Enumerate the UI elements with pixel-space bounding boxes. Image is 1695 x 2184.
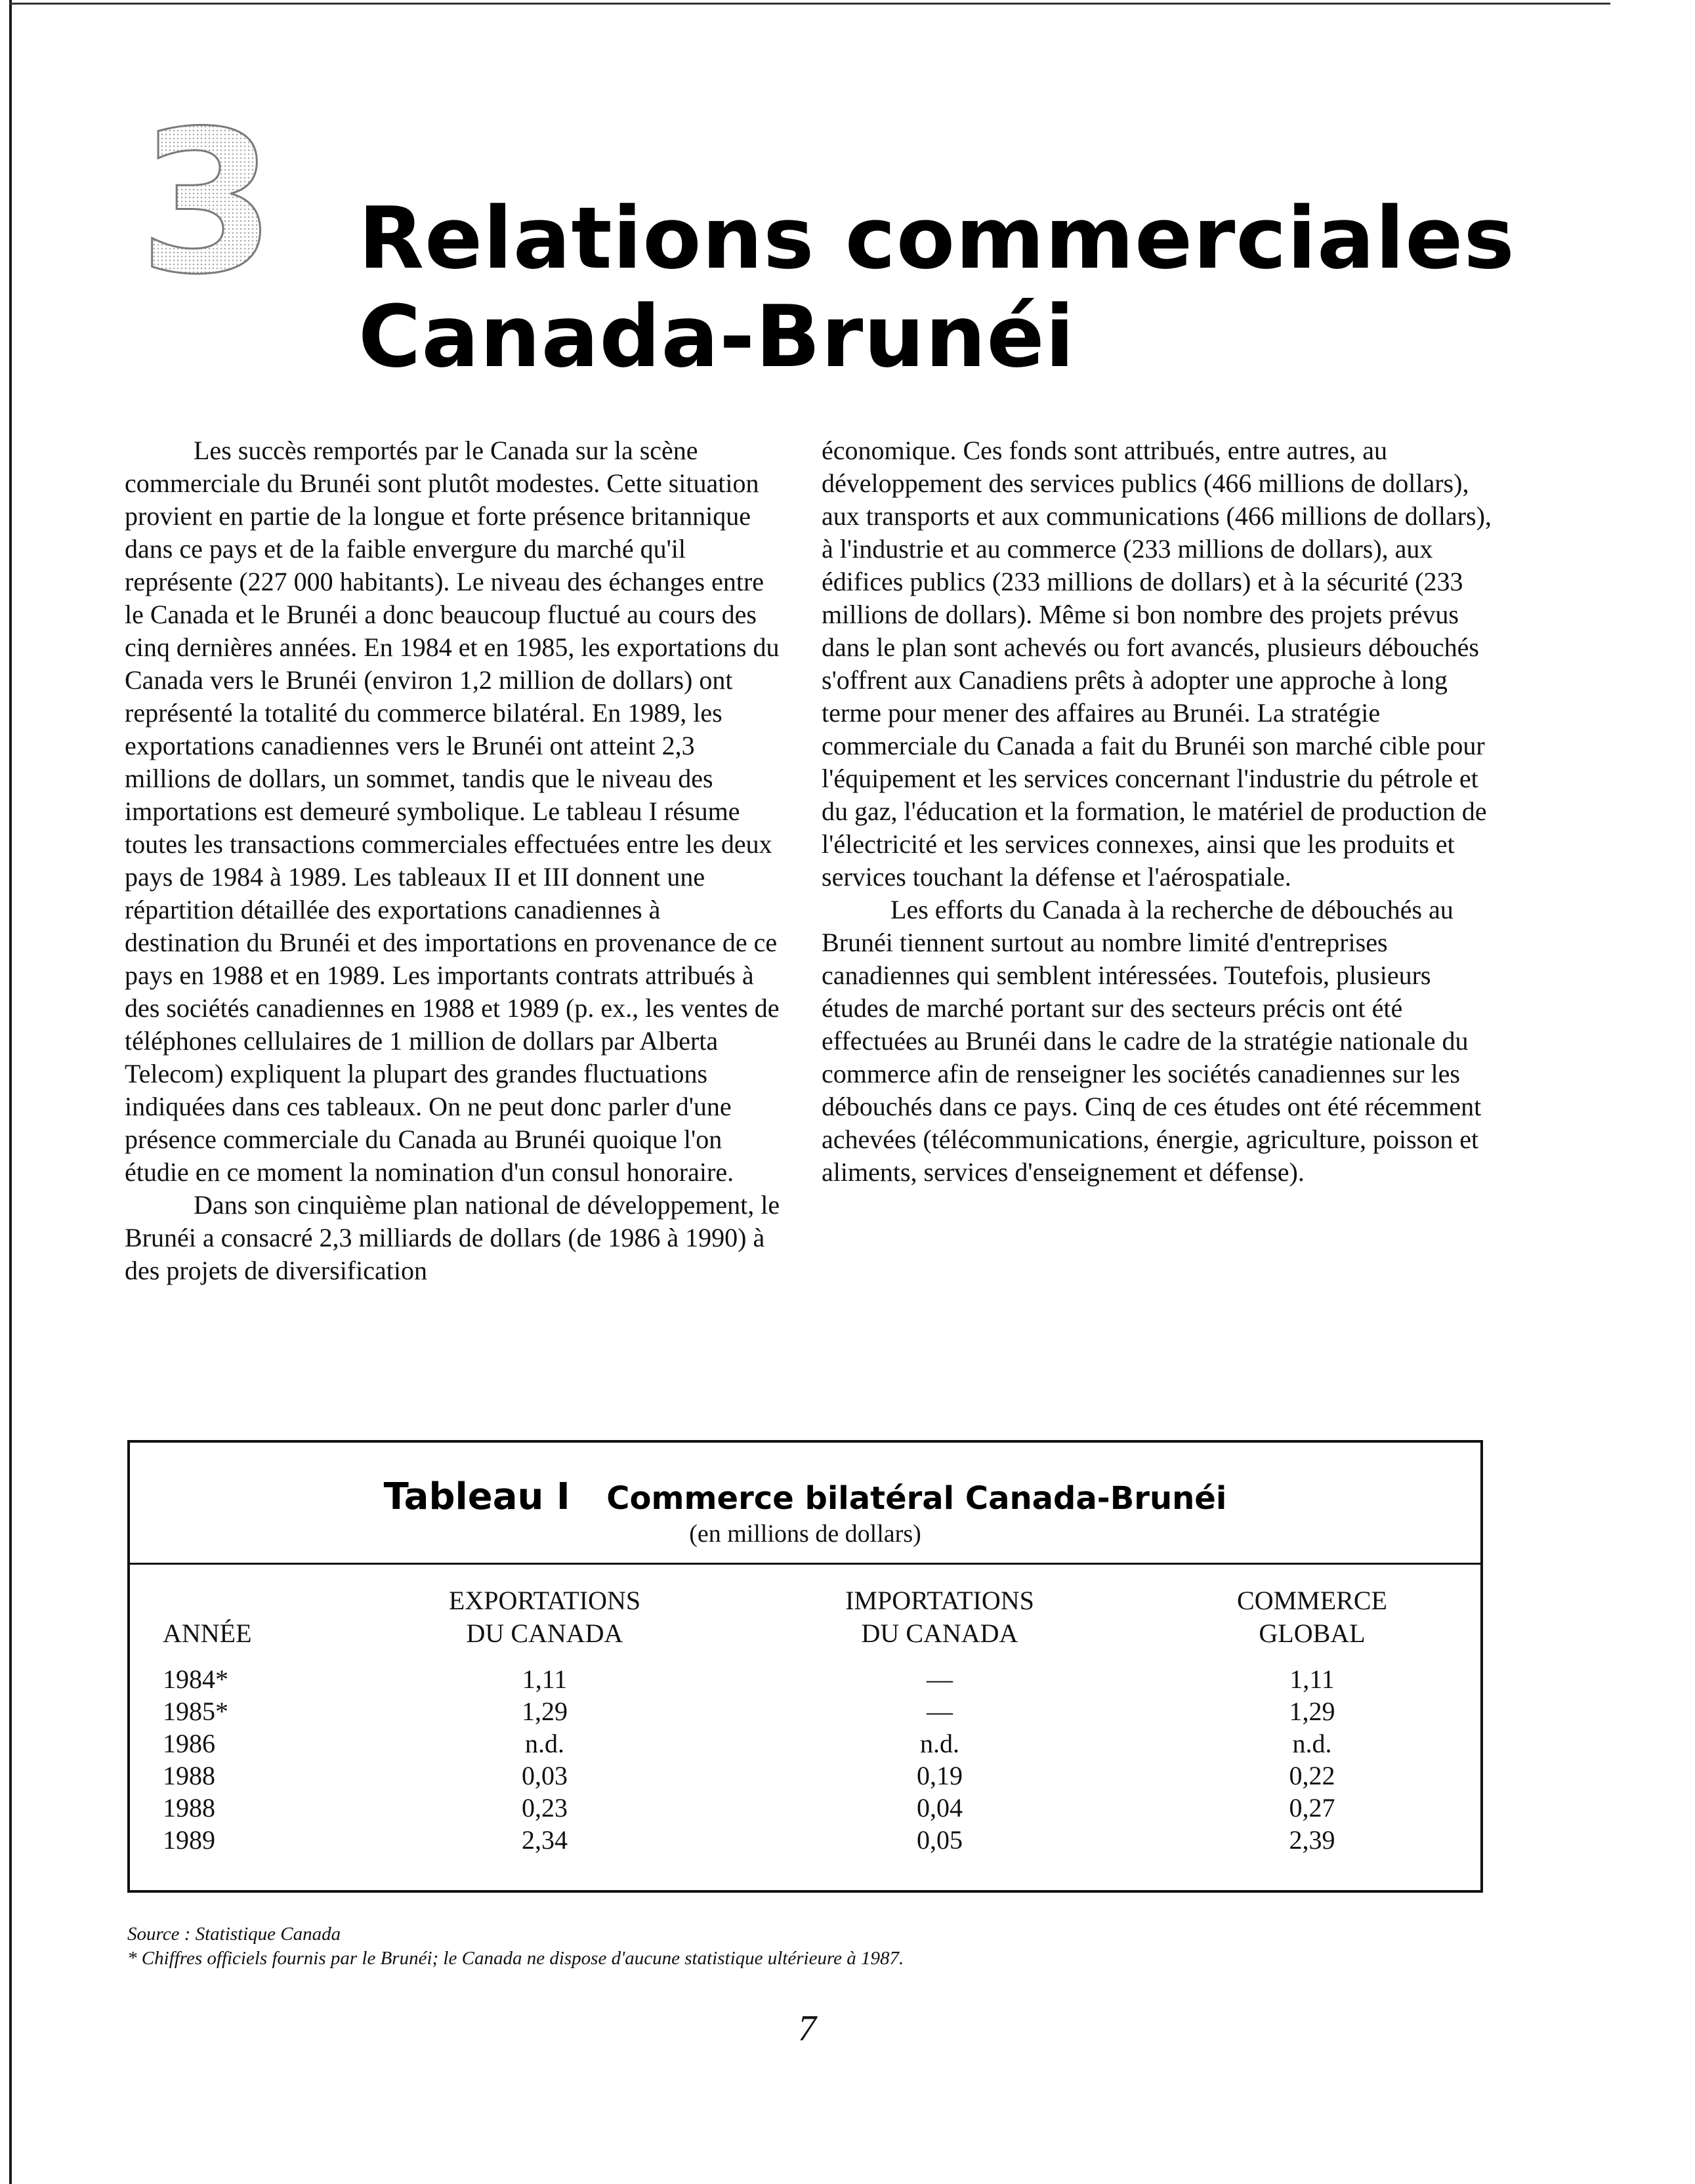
table-caption: Commerce bilatéral Canada-Brunéi [606, 1480, 1227, 1517]
cell-imports: — [927, 1697, 953, 1726]
cell-total: 0,22 [1289, 1761, 1335, 1790]
chapter-title [358, 189, 1605, 386]
page-number: 7 [798, 2008, 816, 2049]
cell-total: 2,39 [1289, 1825, 1335, 1855]
cell-total: 0,27 [1289, 1793, 1335, 1823]
cell-exports: n.d. [525, 1729, 564, 1758]
chapter-title-line-2: Canada-Brunéi [358, 287, 1076, 386]
cell-imports: 0,04 [917, 1793, 963, 1823]
cell-exports: 0,23 [522, 1793, 568, 1823]
page-edge-top [9, 3, 1610, 5]
cell-imports: — [927, 1664, 953, 1694]
cell-year: 1988 [163, 1761, 215, 1790]
cell-exports: 2,34 [522, 1825, 568, 1855]
cell-year: 1988 [163, 1793, 215, 1823]
cell-total: n.d. [1292, 1729, 1332, 1758]
table-row [130, 1824, 1480, 1856]
footnote-note: * Chiffres officiels fournis par le Brunéi; le Canada ne dispose d'aucune statistique ultérieure à 1987. [127, 1948, 904, 1969]
cell-year: 1985* [163, 1697, 228, 1726]
cell-imports: 0,05 [917, 1825, 963, 1855]
table-row [130, 1760, 1480, 1792]
body-paragraph: Les succès remportés par le Canada sur la scène commerciale du Brunéi sont plutôt modestes. Cette situation provient en partie de la longue et forte présence britannique dans ce pays et de la faible envergure du marché qu'il représente (227 000 habitants). Le niveau des échanges entre le Canada et le Brunéi a donc beaucoup fluctué au cours des cinq dernières années. En 1984 et en 1985, les exportations du Canada vers le Brunéi (environ 1,2 million de dollars) ont représenté la totalité du commerce bilatéral. En 1989, les exportations canadiennes vers le Brunéi ont atteint 2,3 millions de dollars, un sommet, tandis que le niveau des importations est demeuré symbolique. Le tableau I résume toutes les transactions commerciales effectuées entre les deux pays de 1984 à 1989. Les tableaux II et III donnent une répartition détaillée des exportations canadiennes à destination du Brunéi et des importations en provenance de ce pays en 1988 et en 1989. Les importants contrats attribués à des sociétés canadiennes en 1988 et 1989 (p. ex., les ventes de téléphones cellulaires de 1 million de dollars par Alberta Telecom) expliquent la plupart des grandes fluctuations indiquées dans ces tableaux. On ne peut donc parler d'une présence commerciale du Canada au Brunéi quoique l'on étudie en ce moment la nomination d'un consul honoraire. [125, 436, 780, 1187]
table-row [130, 1695, 1480, 1727]
table-label: Tableau I [383, 1475, 570, 1518]
chapter-title-line-1: Relations commerciales [358, 188, 1515, 288]
footnotes [127, 1922, 904, 1971]
body-paragraph: Les efforts du Canada à la recherche de débouchés au Brunéi tiennent surtout au nombre limité d'entreprises canadiennes qui semblent intéressées. Toutefois, plusieurs études de marché portant sur des secteurs précis ont été effectuées au Brunéi dans le cadre de la stratégie nationale du commerce afin de renseigner les sociétés canadiennes sur les débouchés dans ce pays. Cinq de ces études ont été récemment achevées (télécommunications, énergie, agriculture, poisson et aliments, services d'enseignement et défense). [822, 895, 1482, 1187]
trade-data-table [130, 1565, 1480, 1856]
cell-imports: 0,19 [917, 1761, 963, 1790]
table-title [130, 1475, 1480, 1518]
table-header [130, 1443, 1480, 1565]
table-unit: (en millions de dollars) [689, 1520, 921, 1548]
column-header-total: COMMERCE GLOBAL [1237, 1586, 1387, 1648]
cell-imports: n.d. [920, 1729, 959, 1758]
cell-year: 1986 [163, 1729, 215, 1758]
body-column-right [822, 434, 1497, 1189]
table-row [130, 1727, 1480, 1760]
column-header-year: ANNÉE [163, 1618, 252, 1648]
trade-table [127, 1440, 1483, 1893]
body-paragraph: économique. Ces fonds sont attribués, entre autres, au développement des services publics (466 millions de dollars), aux transports et aux communications (466 millions de dollars), à l'industrie et au commerce (233 millions de dollars), aux édifices publics (233 millions de dollars) et à la sécurité (233 millions de dollars). Même si bon nombre des projets prévus dans le plan sont achevés ou fort avancés, plusieurs débouchés s'offrent aux Canadiens prêts à adopter une approche à long terme pour mener des affaires au Brunéi. La stratégie commerciale du Canada a fait du Brunéi son marché cible pour l'équipement et les services concernant l'industrie du pétrole et du gaz, l'éducation et la formation, le matériel de production de l'électricité et les services connexes, ainsi que les produits et services touchant la défense et l'aérospatiale. [822, 436, 1492, 892]
cell-total: 1,11 [1289, 1664, 1335, 1694]
table-row [130, 1663, 1480, 1695]
column-header-exports: EXPORTATIONS DU CANADA [448, 1586, 641, 1648]
cell-year: 1989 [163, 1825, 215, 1855]
cell-total: 1,29 [1289, 1697, 1335, 1726]
chapter-number: 3 [129, 125, 286, 282]
column-header-imports: IMPORTATIONS DU CANADA [845, 1586, 1034, 1648]
cell-year: 1984* [163, 1664, 228, 1694]
table-header-row [130, 1565, 1480, 1663]
footnote-source: Source : Statistique Canada [127, 1924, 341, 1945]
cell-exports: 1,11 [522, 1664, 568, 1694]
cell-exports: 0,03 [522, 1761, 568, 1790]
page-edge-left [9, 0, 12, 2184]
cell-exports: 1,29 [522, 1697, 568, 1726]
table-row [130, 1792, 1480, 1824]
body-paragraph: Dans son cinquième plan national de développement, le Brunéi a consacré 2,3 milliards de dollars (de 1986 à 1990) à des projets de diversification [125, 1190, 780, 1285]
body-column-left [125, 434, 781, 1287]
